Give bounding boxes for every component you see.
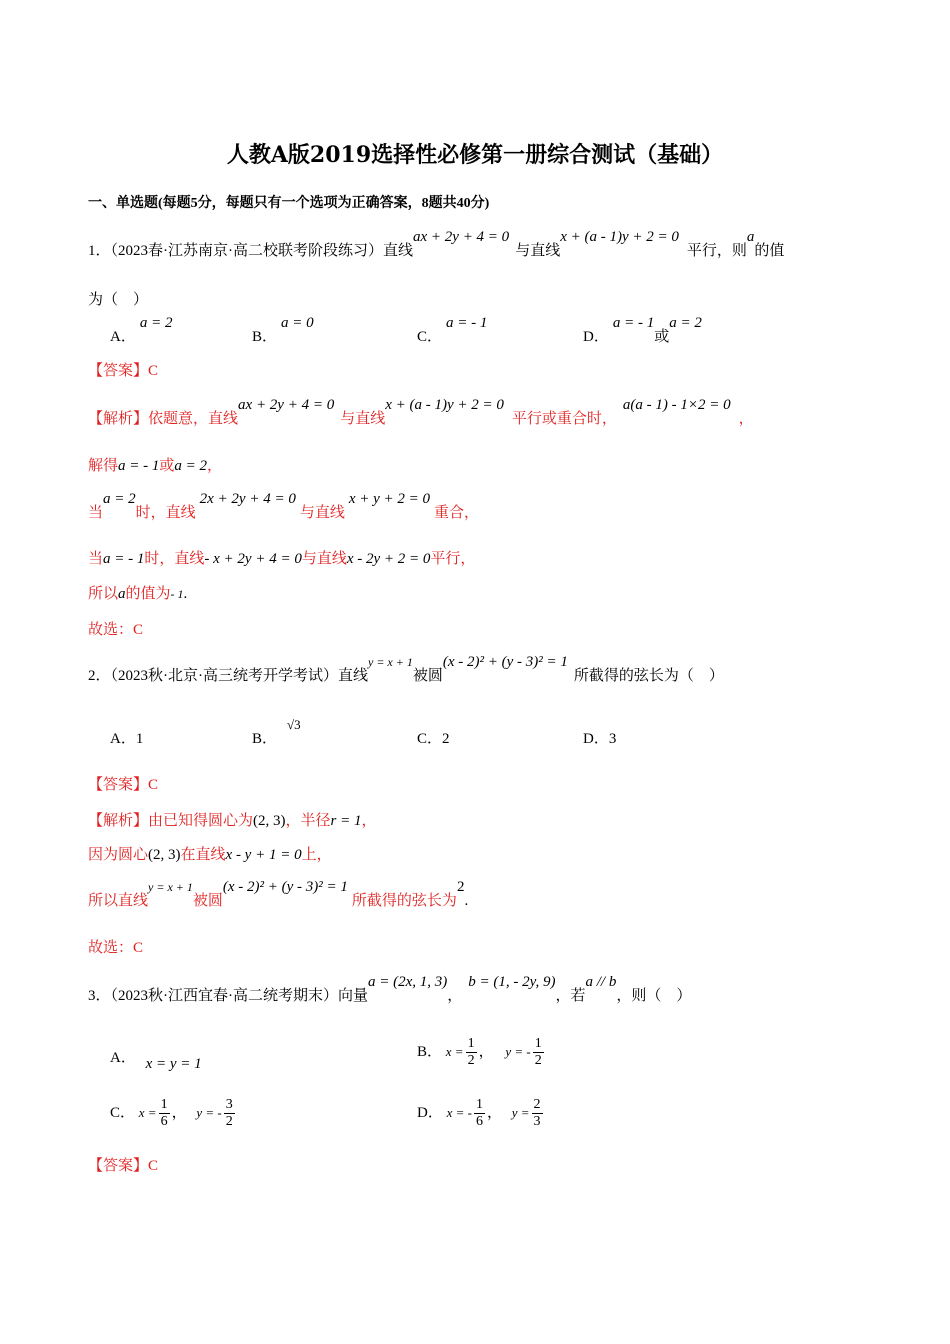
text: 在直线 (180, 847, 226, 863)
text: 的值为 (125, 586, 171, 602)
text: ， (486, 1104, 502, 1121)
text: ，若 (555, 988, 586, 1004)
question-3 (88, 974, 692, 1007)
option-b (417, 1036, 546, 1069)
fraction (159, 1097, 170, 1130)
text: 上， (301, 847, 332, 863)
text: 平行或重合时， (511, 411, 617, 427)
formula: (x - 2)² + (y - 3)² = 1 (442, 654, 568, 670)
text: 或 (654, 329, 670, 345)
formula: x + (a - 1)y + 2 = 0 (385, 397, 504, 413)
text: 因为圆心 (88, 847, 149, 863)
analysis-label: 【解析】 (88, 813, 149, 829)
text: ， (171, 1104, 187, 1121)
formula: x + (a - 1)y + 2 = 0 (560, 229, 679, 245)
text: 由已知得圆心为 (148, 813, 254, 829)
option-a: A．1 (110, 731, 144, 747)
analysis-2-line-1 (88, 810, 377, 832)
analysis-1-line-4 (88, 548, 475, 570)
formula: a = 2 (174, 458, 208, 474)
text: 与直线 (340, 411, 386, 427)
text: 所截得的弦长为（ ） (573, 668, 724, 684)
denominator: 2 (467, 1053, 475, 1068)
text: 或 (159, 458, 175, 474)
text: ， (361, 813, 377, 829)
text: 依题意，直线 (148, 411, 239, 427)
formula: r = 1 (330, 813, 362, 829)
text: ， (447, 988, 463, 1004)
choice-2: 故选：C (88, 940, 144, 956)
formula: (2, 3) (253, 813, 286, 829)
text: 所以 (88, 586, 119, 602)
formula: a (746, 229, 755, 245)
answer-2: 【答案】C (88, 777, 159, 793)
option-c: C．2 (417, 731, 450, 747)
formula: ax + 2y + 4 = 0 (413, 229, 510, 245)
formula: a // b (585, 974, 617, 990)
option-label: C． (417, 329, 443, 345)
option-label: B． (417, 1043, 443, 1060)
formula: a = 2 (103, 491, 136, 507)
text: 与直线 (299, 505, 345, 521)
formula: y = (511, 1104, 530, 1120)
answer-3: 【答案】C (88, 1158, 159, 1174)
text: 所以直线 (88, 893, 149, 909)
text: 被圆 (192, 893, 223, 909)
fraction (224, 1097, 235, 1130)
fraction (466, 1036, 477, 1069)
fraction (474, 1097, 485, 1130)
formula: x = y = 1 (145, 1056, 202, 1072)
analysis-1-line-3 (88, 491, 480, 524)
analysis-1-line-2 (88, 455, 222, 477)
formula: a (118, 586, 126, 602)
text: . (183, 586, 188, 602)
text: 时，直线 (135, 505, 196, 521)
denominator: 2 (225, 1114, 233, 1129)
numerator: 1 (160, 1097, 168, 1112)
formula: x = - (446, 1104, 472, 1120)
formula: x + y + 2 = 0 (348, 491, 431, 507)
formula: y = - (196, 1104, 222, 1120)
question-2-prefix: 2．（2023秋·北京·高三统考开学考试）直线 (88, 668, 368, 684)
formula: x - y + 1 = 0 (225, 847, 302, 863)
option-a (110, 315, 173, 346)
text: ，半径 (285, 813, 331, 829)
formula: a = 2 (139, 315, 173, 331)
question-2 (88, 654, 724, 687)
formula: a = - 1 (118, 458, 160, 474)
text: 与直线 (515, 243, 561, 259)
option-label: B． (252, 329, 278, 345)
formula: 2 (456, 879, 465, 895)
formula: a = 0 (281, 315, 314, 331)
option-label: B． (252, 731, 278, 747)
formula: a = - 1 (446, 315, 488, 331)
text: 平行，则 (686, 243, 747, 259)
section-heading: 一、单选题(每题5分，每题只有一个选项为正确答案，8题共40分) (88, 196, 490, 211)
formula: - x + 2y + 4 = 0 (204, 551, 302, 567)
numerator: 1 (475, 1097, 483, 1112)
answer-1: 【答案】C (88, 363, 159, 379)
formula: (x - 2)² + (y - 3)² = 1 (222, 879, 348, 895)
text: ，则（ ） (616, 988, 692, 1004)
text: 当 (88, 551, 104, 567)
text: . (464, 893, 469, 909)
option-b (252, 315, 314, 346)
formula: x - 2y + 2 = 0 (346, 551, 431, 567)
numerator: 2 (533, 1097, 541, 1112)
question-1 (88, 229, 785, 262)
formula: (2, 3) (148, 847, 181, 863)
formula: a = - 1 (103, 551, 145, 567)
option-label: A． (110, 329, 136, 345)
formula: √3 (287, 717, 301, 732)
choice-1: 故选：C (88, 622, 144, 638)
text: 时，直线 (144, 551, 205, 567)
text: ， (478, 1043, 494, 1060)
text: 被圆 (412, 668, 443, 684)
analysis-2-line-3 (88, 879, 469, 912)
numerator: 3 (225, 1097, 233, 1112)
formula: y = x + 1 (148, 880, 193, 894)
formula: a = (2x, 1, 3) (368, 974, 448, 990)
formula: - 1 (170, 587, 184, 601)
question-1-prefix: 1．（2023春·江苏南京·高二校联考阶段练习）直线 (88, 243, 413, 259)
question-1-cont: 为（ ） (88, 292, 149, 308)
option-d (583, 315, 702, 346)
formula: b = (1, - 2y, 9) (468, 974, 556, 990)
denominator: 6 (160, 1114, 168, 1129)
formula: y = - (505, 1043, 531, 1059)
formula: a = - 1 (612, 315, 655, 331)
option-label: D． (417, 1104, 443, 1121)
analysis-2-line-2 (88, 844, 332, 866)
question-3-prefix: 3．（2023秋·江西宜春·高二统考期末）向量 (88, 988, 368, 1004)
formula: y = x + 1 (368, 655, 413, 669)
text: 与直线 (301, 551, 347, 567)
text: ， (738, 411, 754, 427)
option-c (110, 1097, 237, 1130)
analysis-label: 【解析】 (88, 411, 149, 427)
formula: 2x + 2y + 4 = 0 (199, 491, 296, 507)
option-d: D．3 (583, 731, 617, 747)
formula: x = (445, 1043, 464, 1059)
formula: ax + 2y + 4 = 0 (238, 397, 335, 413)
text: 当 (88, 505, 104, 521)
text: 平行， (430, 551, 476, 567)
text: ， (207, 458, 223, 474)
text: 重合， (434, 505, 480, 521)
numerator: 1 (467, 1036, 475, 1051)
text: 的值 (754, 243, 785, 259)
option-label: C． (110, 1104, 136, 1121)
analysis-1-line-1 (88, 397, 754, 430)
numerator: 1 (534, 1036, 542, 1051)
fraction (533, 1036, 544, 1069)
fraction (532, 1097, 543, 1130)
denominator: 3 (533, 1114, 541, 1129)
denominator: 2 (534, 1053, 542, 1068)
page-title: 人教A版2019选择性必修第一册综合测试（基础） (226, 142, 724, 168)
text: 所截得的弦长为 (351, 893, 457, 909)
option-label: D． (583, 329, 609, 345)
text: 解得 (88, 458, 119, 474)
formula: a(a - 1) - 1×2 = 0 (622, 397, 731, 413)
analysis-1-line-5 (88, 583, 187, 605)
option-b (252, 717, 301, 748)
denominator: 6 (475, 1114, 483, 1129)
option-d (417, 1097, 545, 1130)
option-c (417, 315, 488, 346)
formula: a = 2 (669, 315, 702, 331)
formula: x = (138, 1104, 157, 1120)
option-a (110, 1046, 202, 1072)
option-label: A． (110, 1050, 136, 1066)
